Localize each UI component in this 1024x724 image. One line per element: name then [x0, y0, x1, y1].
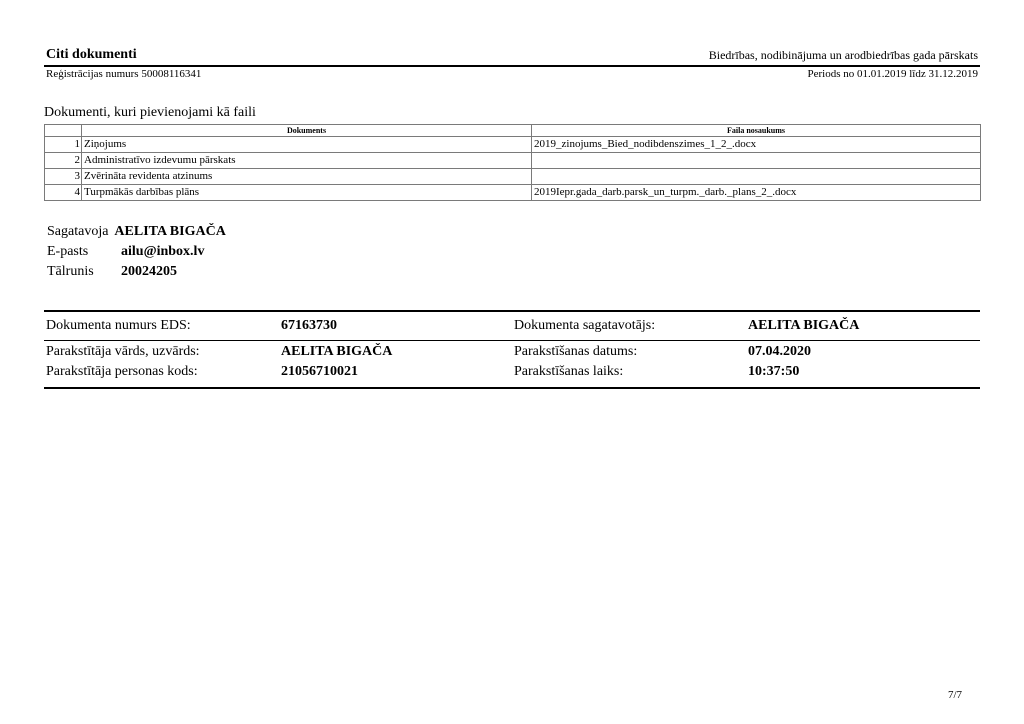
signature-block: [44, 310, 980, 379]
signature-row-code: [44, 364, 980, 384]
sign-time-label: Parakstīšanas laiks:: [514, 364, 624, 379]
sign-time-value: 10:37:50: [748, 364, 800, 379]
documents-section-title: Dokumenti, kuri pievienojami kā faili: [44, 105, 256, 120]
email-line: [47, 244, 204, 260]
registration-number: Reģistrācijas numurs 50008116341: [46, 68, 202, 80]
signer-name-label: Parakstītāja vārds, uzvārds:: [46, 344, 200, 359]
signature-row-signer: [44, 344, 980, 364]
table-row: [45, 137, 981, 153]
file-name: [532, 153, 981, 169]
file-name: 2019_zinojums_Bied_nodibdenszimes_1_2_.docx: [532, 137, 981, 153]
row-number: 3: [45, 169, 82, 185]
document-name: Turpmākās darbības plāns: [82, 185, 532, 201]
doc-number-label: Dokumenta numurs EDS:: [46, 318, 191, 333]
phone-label: Tālrunis: [47, 264, 94, 279]
table-row: [45, 169, 981, 185]
header-divider: [44, 65, 980, 67]
signer-code-label: Parakstītāja personas kods:: [46, 364, 198, 379]
email-label: E-pasts: [47, 244, 89, 259]
table-row: [45, 153, 981, 169]
signature-bottom-divider: [44, 387, 980, 389]
report-type: Biedrības, nodibinājuma un arodbiedrības gada pārskats: [708, 48, 978, 62]
page-title: Citi dokumenti: [46, 47, 137, 62]
table-header-row: [45, 125, 981, 137]
signature-mid-divider: [44, 340, 980, 341]
signer-code-value: 21056710021: [281, 364, 358, 379]
phone-line: [47, 264, 177, 280]
sign-date-label: Parakstīšanas datums:: [514, 344, 638, 359]
signature-top-divider: [44, 310, 980, 312]
page-number: 7/7: [947, 689, 962, 701]
preparer-line: [47, 224, 226, 240]
column-header-file-name: Faila nosaukums: [532, 125, 981, 137]
doc-number-value: 67163730: [281, 318, 337, 333]
column-header-number: [45, 125, 82, 137]
preparer-name: AELITA BIGAČA: [114, 224, 226, 239]
sign-date-value: 07.04.2020: [748, 344, 811, 359]
phone-value: 20024205: [121, 264, 177, 279]
document-name: Zvērināta revidenta atzinums: [82, 169, 532, 185]
column-header-document: Dokuments: [82, 125, 532, 137]
reporting-period: Periods no 01.01.2019 līdz 31.12.2019: [807, 68, 978, 80]
doc-author-label: Dokumenta sagatavotājs:: [514, 318, 656, 333]
document-name: Administratīvo izdevumu pārskats: [82, 153, 532, 169]
row-number: 2: [45, 153, 82, 169]
signature-row-document: [44, 318, 980, 338]
doc-author-value: AELITA BIGAČA: [748, 318, 860, 333]
preparer-label: Sagatavoja: [47, 224, 109, 239]
row-number: 4: [45, 185, 82, 201]
table-row: [45, 185, 981, 201]
file-name: [532, 169, 981, 185]
file-name: 2019Iepr.gada_darb.parsk_un_turpm._darb._plans_2_.docx: [532, 185, 981, 201]
email-value: ailu@inbox.lv: [121, 244, 205, 259]
documents-table: [44, 124, 981, 201]
signer-name-value: AELITA BIGAČA: [281, 344, 393, 359]
row-number: 1: [45, 137, 82, 153]
document-name: Ziņojums: [82, 137, 532, 153]
